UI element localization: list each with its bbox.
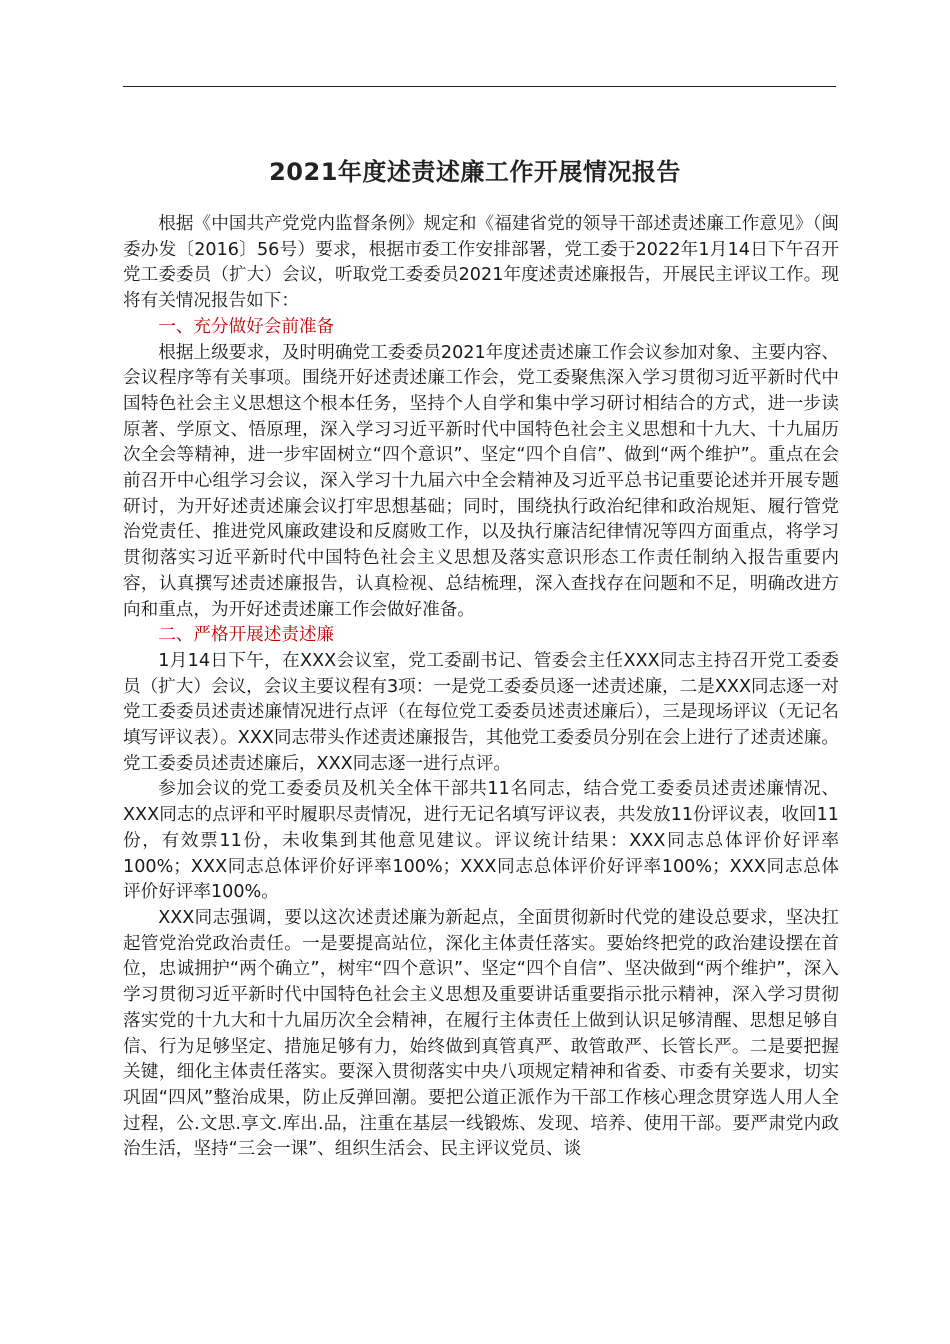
section-heading-2: 二、严格开展述责述廉 [158,625,335,646]
section-1-paragraph: 根据上级要求，及时明确党工委委员2021年度述责述廉工作会议参加对象、主要内容、会议程序等有关事项。围绕开好述责述廉工作会，党工委聚焦深入学习贯彻习近平新时代中国特色社会主义思想这个根本任务，坚持个人自学和集中学习研讨相结合的方式，进一步读原著、学原文、悟原理，深入学习习近平新时代中国特色社会主义思想和十九大、十九届历次全会等精神，进一步牢固树立“四个意识”、坚定“四个自信”、做到“两个维护”。重点在会前召开中心组学习会议，深入学习十九届六中全会精神及习近平总书记重要论述并开展专题研讨，为开好述责述廉会议打牢思想基础；同时，围绕执行政治纪律和政治规矩、履行管党治党责任、推进党风廉政建设和反腐败工作，以及执行廉洁纪律情况等四方面重点，将学习贯彻落实习近平新时代中国特色社会主义思想及落实意识形态工作责任制纳入报告重要内容，认真撰写述责述廉报告，认真检视、总结梳理，深入查找存在问题和不足，明确改进方向和重点，为开好述责述廉工作会做好准备。 [123,342,839,620]
section-2-paragraph-2: 参加会议的党工委委员及机关全体干部共11名同志，结合党工委委员述责述廉情况、XXX同志的点评和平时履职尽责情况，进行无记名填写评议表，共发放11份评议表，收回11份，有效票11份，未收集到其他意见建议。评议统计结果：XXX同志总体评价好评率100%；XXX同志总体评价好评率100%；XXX同志总体评价好评率100%；XXX同志总体评价好评率100%。 [123,779,839,903]
intro-paragraph: 根据《中国共产党党内监督条例》规定和《福建省党的领导干部述责述廉工作意见》（闽委办发〔2016〕56号）要求，根据市委工作安排部署，党工委于2022年1月14日下午召开党工委委员（扩大）会议，听取党工委委员2021年度述责述廉报告，开展民主评议工作。现将有关情况报告如下： [123,214,839,312]
section-2-paragraph-3: XXX同志强调，要以这次述责述廉为新起点，全面贯彻新时代党的建设总要求，坚决扛起管党治党政治责任。一是要提高站位，深化主体责任落实。要始终把党的政治建设摆在首位，忠诚拥护“两个确立”，树牢“四个意识”、坚定“四个自信”、坚决做到“两个维护”，深入学习贯彻习近平新时代中国特色社会主义思想及重要讲话重要指示批示精神，深入学习贯彻落实党的十九大和十九届历次全会精神，在履行主体责任上做到认识足够清醒、思想足够自信、行为足够坚定、措施足够有力，始终做到真管真严、敢管敢严、长管长严。二是要把握关键，细化主体责任落实。要深入贯彻落实中央八项规定精神和省委、市委有关要求，切实巩固“四风”整治成果，防止反弹回潮。要把公道正派作为干部工作核心理念贯穿选人用人全过程，公.文思.享文.库出.品，注重在基层一线锻炼、发现、培养、使用干部。要严肃党内政治生活，坚持“三会一课”、组织生活会、民主评议党员、谈 [123,907,839,1160]
section-2-paragraph-1: 1月14日下午，在XXX会议室，党工委副书记、管委会主任XXX同志主持召开党工委委员（扩大）会议，会议主要议程有3项：一是党工委委员逐一述责述廉，二是XXX同志逐一对党工委委员述责述廉情况进行点评（在每位党工委委员述责述廉后），三是现场评议（无记名填写评议表）。XXX同志带头作述责述廉报告，其他党工委委员分别在会上进行了述责述廉。党工委委员述责述廉后，XXX同志逐一进行点评。 [123,650,839,774]
header-rule [123,86,836,87]
document-body [123,212,839,1163]
page-title: 2021年度述责述廉工作开展情况报告 [269,158,681,186]
section-heading-1: 一、充分做好会前准备 [158,316,335,337]
